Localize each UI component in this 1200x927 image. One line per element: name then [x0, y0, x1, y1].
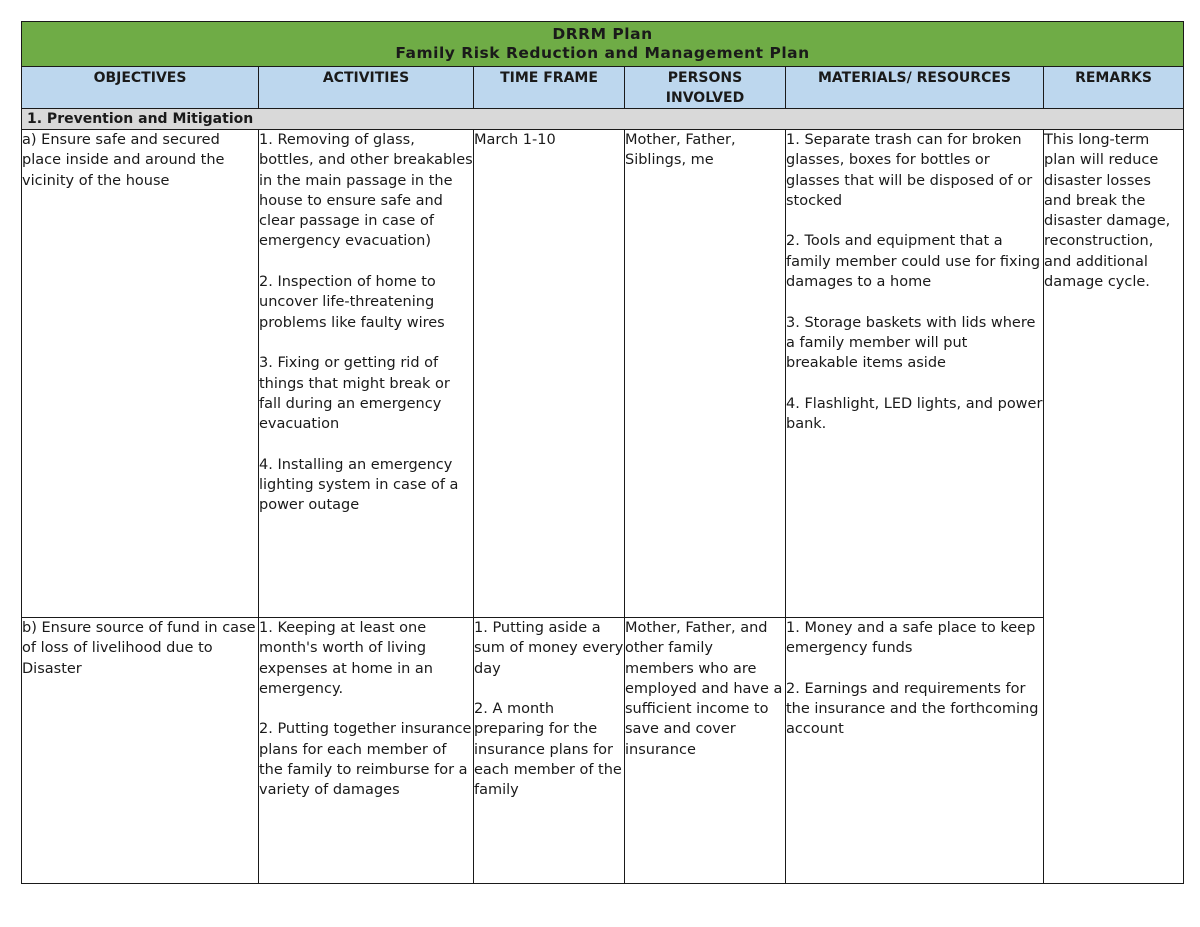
persons-text: Mother, Father, and other family members who are employed and have a sufficient income to save and cover insurance — [625, 620, 783, 758]
persons-cell — [625, 618, 786, 884]
objective-cell — [22, 618, 259, 884]
header-activities: ACTIVITIES — [259, 67, 474, 109]
activity-item: 2. Inspection of home to uncover life-threatening problems like faulty wires — [259, 274, 445, 331]
material-item: 4. Flashlight, LED lights, and power bank. — [786, 395, 1043, 433]
plan-subtitle: Family Risk Reduction and Management Plan — [395, 44, 810, 62]
time-frame-cell — [474, 618, 625, 884]
material-item: 1. Separate trash can for broken glasses, boxes for bottles or glasses that will be disposed of or stocked — [786, 132, 1033, 209]
activity-item: 1. Keeping at least one month's worth of living expenses at home in an emergency. — [259, 620, 433, 697]
material-item: 1. Money and a safe place to keep emergency funds — [786, 620, 1036, 657]
activity-item: 4. Installing an emergency lighting system in case of a power outage — [259, 456, 459, 514]
activities-cell — [259, 130, 474, 618]
persons-text: Mother, Father, Siblings, me — [625, 132, 736, 169]
section-heading: 1. Prevention and Mitigation — [22, 109, 1184, 130]
material-item: 2. Earnings and requirements for the insurance and the forthcoming account — [786, 680, 1039, 738]
time-frame-item: March 1-10 — [474, 132, 556, 148]
persons-cell — [625, 130, 786, 618]
objective-text: a) Ensure safe and secured place inside and around the vicinity of the house — [22, 132, 225, 189]
objective-cell — [22, 130, 259, 618]
plan-title-banner — [22, 22, 1184, 67]
activity-item: 1. Removing of glass, bottles, and other breakables in the main passage in the house to ensure safe and clear passage in case of emergency evacuation) — [259, 132, 473, 250]
table-row — [22, 130, 1184, 618]
materials-cell — [786, 130, 1044, 618]
remarks-text: This long-term plan will reduce disaster losses and break the disaster damage, reconstruction, and additional damage cycle. — [1044, 132, 1171, 291]
remarks-cell — [1044, 130, 1184, 884]
material-item: 2. Tools and equipment that a family member could use for fixing damages to a home — [786, 233, 1041, 291]
materials-cell — [786, 618, 1044, 884]
drrm-plan-table — [21, 21, 1184, 884]
activity-item: 3. Fixing or getting rid of things that might break or fall during an emergency evacuation — [259, 355, 450, 433]
time-frame-cell — [474, 130, 625, 618]
activities-cell — [259, 618, 474, 884]
time-frame-item: 2. A month preparing for the insurance plans for each member of the family — [474, 701, 622, 799]
activity-item: 2. Putting together insurance plans for each member of the family to reimburse for a variety of damages — [259, 721, 472, 799]
time-frame-item: 1. Putting aside a sum of money every day — [474, 620, 624, 677]
header-persons-involved: PERSONS INVOLVED — [625, 67, 786, 109]
header-time-frame: TIME FRAME — [474, 67, 625, 109]
header-objectives: OBJECTIVES — [22, 67, 259, 109]
plan-title: DRRM Plan — [552, 25, 653, 43]
header-materials-resources: MATERIALS/ RESOURCES — [786, 67, 1044, 109]
objective-text: b) Ensure source of fund in case of loss of livelihood due to Disaster — [22, 620, 256, 677]
material-item: 3. Storage baskets with lids where a family member will put breakable items aside — [786, 314, 1036, 372]
header-remarks: REMARKS — [1044, 67, 1184, 109]
table-row — [22, 618, 1184, 884]
